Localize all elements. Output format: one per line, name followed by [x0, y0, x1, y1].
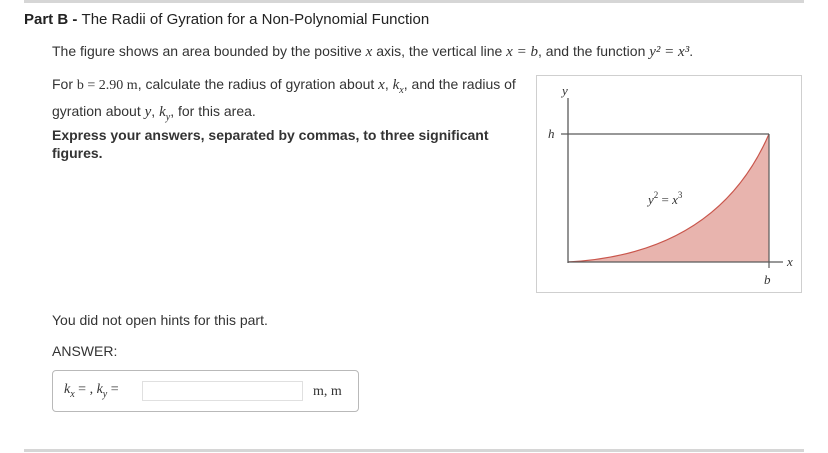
answer-prefix-k1: k: [64, 382, 71, 397]
curve-label: [646, 190, 683, 207]
figure-panel: [536, 75, 802, 293]
h-label: h: [548, 126, 555, 141]
curve-label-y: y: [648, 192, 654, 207]
curve-label-exp-y: 2: [653, 190, 659, 200]
part-separator: -: [68, 11, 82, 28]
part-label: Part B: [24, 11, 69, 28]
answer-prefix-eq: =: [107, 382, 119, 397]
question-ky-sub: y: [165, 112, 171, 123]
answer-units: m, m: [313, 384, 342, 399]
answer-prefix-sep: = ,: [74, 382, 97, 397]
answer-box: [52, 370, 359, 412]
answer-prefix: [64, 382, 119, 400]
part-title-text: The Radii of Gyration for a Non-Polynomial Function: [81, 11, 430, 28]
question-x-var: x: [378, 77, 385, 93]
bottom-divider: [24, 449, 804, 452]
top-divider: [24, 0, 804, 3]
question-y-var: y: [144, 104, 152, 120]
answer-label: ANSWER:: [52, 343, 118, 359]
answer-prefix-k2: k: [96, 382, 103, 397]
curve-label-eq: =: [658, 192, 673, 207]
intro-pre: The figure shows an area bounded by the positive: [52, 43, 362, 59]
answer-input[interactable]: [142, 381, 303, 401]
intro-end: .: [689, 43, 694, 59]
question-mid2: , and the radius of gyration about: [52, 76, 516, 119]
question-kx-sub: x: [399, 85, 404, 96]
curve-label-exp-x: 3: [677, 190, 683, 200]
question-kx: [392, 77, 404, 96]
intro-line-eq: x = b: [506, 44, 538, 60]
intro-x-var: x: [365, 44, 373, 60]
question-mid1: , calculate the radius of gyration about: [137, 76, 375, 92]
intro-mid1: axis, the vertical line: [376, 43, 503, 59]
question-pre: For: [52, 76, 73, 92]
b-label: b: [764, 272, 771, 287]
hints-status: You did not open hints for this part.: [52, 312, 268, 328]
instructions: Express your answers, separated by commas, to three significant figures.: [52, 127, 489, 161]
intro-text: [52, 43, 693, 61]
figure-diagram: [537, 76, 801, 292]
question-end: , for this area.: [170, 103, 256, 119]
question-text: For b = 2.90 m, calculate the radius of gyration about x, $k_x$, and the radius of gyration about y, $k_y$, for this area.: [52, 76, 516, 123]
part-title: [24, 11, 429, 28]
curve-label-x: x: [672, 192, 678, 207]
intro-mid2: , and the function: [537, 43, 646, 59]
answer-prefix-sub1: x: [70, 388, 75, 400]
question-ky: [159, 104, 171, 123]
question-kx-base: k: [392, 77, 400, 93]
question-b-value: b = 2.90 m: [76, 78, 138, 93]
intro-func-eq: y² = x³: [649, 44, 690, 60]
answer-prefix-sub2: y: [102, 388, 108, 400]
y-axis-label: y: [562, 83, 568, 98]
x-axis-label: x: [787, 254, 793, 269]
question-ky-base: k: [159, 104, 166, 120]
